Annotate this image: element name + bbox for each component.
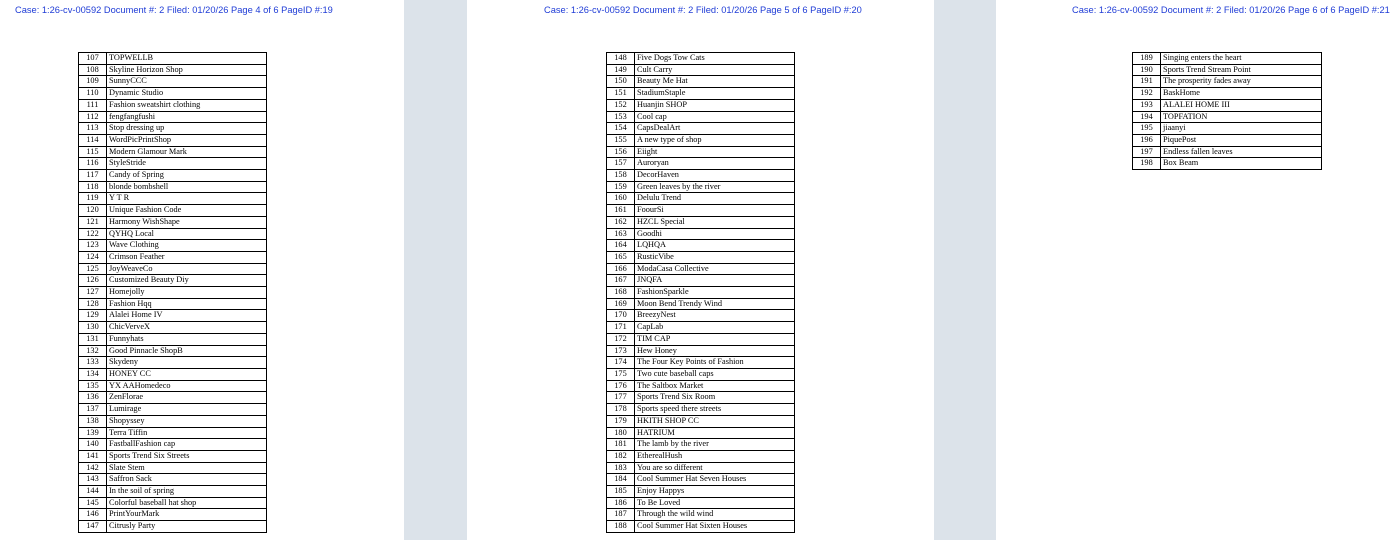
row-number: 175 xyxy=(607,368,635,380)
row-number: 151 xyxy=(607,88,635,100)
row-number: 181 xyxy=(607,439,635,451)
table-row xyxy=(607,404,795,416)
store-name: FastballFashion cap xyxy=(107,439,267,451)
table-row xyxy=(79,170,267,182)
document-page-5 xyxy=(467,0,934,540)
store-name: Delulu Trend xyxy=(635,193,795,205)
store-name: Two cute baseball caps xyxy=(635,368,795,380)
table-row xyxy=(607,345,795,357)
table-row xyxy=(607,111,795,123)
row-number: 150 xyxy=(607,76,635,88)
row-number: 154 xyxy=(607,123,635,135)
table-row xyxy=(607,263,795,275)
row-number: 187 xyxy=(607,509,635,521)
store-name: The Saltbox Market xyxy=(635,380,795,392)
row-number: 113 xyxy=(79,123,107,135)
row-number: 177 xyxy=(607,392,635,404)
store-name: Sports Trend Stream Point xyxy=(1161,64,1322,76)
store-name: Funnyhats xyxy=(107,333,267,345)
row-number: 149 xyxy=(607,64,635,76)
row-number: 180 xyxy=(607,427,635,439)
row-number: 172 xyxy=(607,333,635,345)
store-name: Eiight xyxy=(635,146,795,158)
store-name: Huanjin SHOP xyxy=(635,99,795,111)
table-row xyxy=(79,228,267,240)
table-row xyxy=(607,64,795,76)
row-number: 164 xyxy=(607,240,635,252)
row-number: 159 xyxy=(607,181,635,193)
row-number: 168 xyxy=(607,287,635,299)
store-name: Wave Clothing xyxy=(107,240,267,252)
row-number: 193 xyxy=(1133,99,1161,111)
row-number: 141 xyxy=(79,450,107,462)
store-name: Fashion Hqq xyxy=(107,298,267,310)
table-row xyxy=(79,146,267,158)
row-number: 116 xyxy=(79,158,107,170)
row-number: 161 xyxy=(607,205,635,217)
table-row xyxy=(607,474,795,486)
store-name: FoourSi xyxy=(635,205,795,217)
store-name: Customized Beauty Diy xyxy=(107,275,267,287)
store-name: Beauty Me Hat xyxy=(635,76,795,88)
store-name: WordPicPrintShop xyxy=(107,134,267,146)
store-name: Good Pinnacle ShopB xyxy=(107,345,267,357)
store-name: TOPWELLB xyxy=(107,53,267,65)
store-name: Saffron Sack xyxy=(107,474,267,486)
row-number: 137 xyxy=(79,404,107,416)
row-number: 135 xyxy=(79,380,107,392)
table-row xyxy=(607,76,795,88)
table-row xyxy=(79,193,267,205)
row-number: 125 xyxy=(79,263,107,275)
table-row xyxy=(607,134,795,146)
store-name: Alalei Home IV xyxy=(107,310,267,322)
table-row xyxy=(79,368,267,380)
row-number: 170 xyxy=(607,310,635,322)
store-name: PiquePost xyxy=(1161,134,1322,146)
table-row xyxy=(79,240,267,252)
row-number: 155 xyxy=(607,134,635,146)
store-name: Cult Carry xyxy=(635,64,795,76)
table-row xyxy=(79,123,267,135)
table-row xyxy=(607,251,795,263)
store-name: The lamb by the river xyxy=(635,439,795,451)
row-number: 131 xyxy=(79,333,107,345)
row-number: 143 xyxy=(79,474,107,486)
store-name: Skydeny xyxy=(107,357,267,369)
table-row xyxy=(607,158,795,170)
row-number: 192 xyxy=(1133,88,1161,100)
store-name: Citrusly Party xyxy=(107,521,267,533)
store-name: ModaCasa Collective xyxy=(635,263,795,275)
store-name: StadiumStaple xyxy=(635,88,795,100)
table-row xyxy=(79,205,267,217)
table-row xyxy=(79,521,267,533)
defendant-table xyxy=(606,52,795,533)
store-name: Harmony WishShape xyxy=(107,216,267,228)
table-row xyxy=(1133,134,1322,146)
defendant-table xyxy=(1132,52,1322,170)
store-name: CapsDealArt xyxy=(635,123,795,135)
store-name: Sports Trend Six Streets xyxy=(107,450,267,462)
store-name: Terra Tiffin xyxy=(107,427,267,439)
store-name: You are so different xyxy=(635,462,795,474)
table-row xyxy=(1133,111,1322,123)
table-row xyxy=(1133,123,1322,135)
table-row xyxy=(79,158,267,170)
row-number: 108 xyxy=(79,64,107,76)
table-row xyxy=(79,275,267,287)
table-row xyxy=(79,450,267,462)
row-number: 117 xyxy=(79,170,107,182)
document-page-6 xyxy=(996,0,1394,540)
row-number: 156 xyxy=(607,146,635,158)
store-name: A new type of shop xyxy=(635,134,795,146)
table-row xyxy=(607,322,795,334)
store-name: HONEY CC xyxy=(107,368,267,380)
row-number: 123 xyxy=(79,240,107,252)
store-name: SunnyCCC xyxy=(107,76,267,88)
store-name: Cool Summer Hat Seven Houses xyxy=(635,474,795,486)
row-number: 111 xyxy=(79,99,107,111)
store-name: Endless fallen leaves xyxy=(1161,146,1322,158)
store-name: BreezyNest xyxy=(635,310,795,322)
page-header: Case: 1:26-cv-00592 Document #: 2 Filed: 01/20/26 Page 6 of 6 PageID #:21 xyxy=(1072,5,1390,15)
table-row xyxy=(79,474,267,486)
row-number: 166 xyxy=(607,263,635,275)
table-row xyxy=(607,275,795,287)
store-name: Unique Fashion Code xyxy=(107,205,267,217)
row-number: 139 xyxy=(79,427,107,439)
row-number: 124 xyxy=(79,251,107,263)
row-number: 129 xyxy=(79,310,107,322)
table-row xyxy=(607,298,795,310)
store-name: Skyline Horizon Shop xyxy=(107,64,267,76)
table-row xyxy=(1133,99,1322,111)
row-number: 121 xyxy=(79,216,107,228)
row-number: 158 xyxy=(607,170,635,182)
table-row xyxy=(607,228,795,240)
store-name: PrintYourMark xyxy=(107,509,267,521)
row-number: 185 xyxy=(607,486,635,498)
row-number: 178 xyxy=(607,404,635,416)
row-number: 165 xyxy=(607,251,635,263)
store-name: Five Dogs Tow Cats xyxy=(635,53,795,65)
row-number: 145 xyxy=(79,497,107,509)
store-name: DecorHaven xyxy=(635,170,795,182)
row-number: 109 xyxy=(79,76,107,88)
table-row xyxy=(607,99,795,111)
table-row xyxy=(607,380,795,392)
row-number: 190 xyxy=(1133,64,1161,76)
store-name: Enjoy Happys xyxy=(635,486,795,498)
table-row xyxy=(79,392,267,404)
row-number: 119 xyxy=(79,193,107,205)
row-number: 160 xyxy=(607,193,635,205)
store-name: jiaanyi xyxy=(1161,123,1322,135)
table-row xyxy=(79,509,267,521)
table-row xyxy=(79,462,267,474)
row-number: 162 xyxy=(607,216,635,228)
store-name: ZenFlorae xyxy=(107,392,267,404)
table-row xyxy=(79,415,267,427)
store-name: Slate Stem xyxy=(107,462,267,474)
table-row xyxy=(607,240,795,252)
row-number: 191 xyxy=(1133,76,1161,88)
row-number: 120 xyxy=(79,205,107,217)
table-row xyxy=(79,357,267,369)
table-row xyxy=(79,310,267,322)
row-number: 176 xyxy=(607,380,635,392)
store-name: JoyWeaveCo xyxy=(107,263,267,275)
row-number: 183 xyxy=(607,462,635,474)
table-row xyxy=(1133,158,1322,170)
store-name: HKITH SHOP CC xyxy=(635,415,795,427)
store-name: Hew Honey xyxy=(635,345,795,357)
store-name: Singing enters the heart xyxy=(1161,53,1322,65)
table-row xyxy=(607,53,795,65)
page-header: Case: 1:26-cv-00592 Document #: 2 Filed: 01/20/26 Page 5 of 6 PageID #:20 xyxy=(544,5,862,15)
row-number: 110 xyxy=(79,88,107,100)
row-number: 112 xyxy=(79,111,107,123)
document-page-4 xyxy=(0,0,404,540)
table-row xyxy=(607,170,795,182)
row-number: 186 xyxy=(607,497,635,509)
table-row xyxy=(79,88,267,100)
table-row xyxy=(79,216,267,228)
table-row xyxy=(607,521,795,533)
table-row xyxy=(79,251,267,263)
row-number: 174 xyxy=(607,357,635,369)
table-row xyxy=(607,146,795,158)
table-row xyxy=(607,357,795,369)
store-name: Sports speed there streets xyxy=(635,404,795,416)
table-row xyxy=(79,322,267,334)
row-number: 107 xyxy=(79,53,107,65)
row-number: 189 xyxy=(1133,53,1161,65)
row-number: 147 xyxy=(79,521,107,533)
store-name: Modern Glamour Mark xyxy=(107,146,267,158)
store-name: Shopyssey xyxy=(107,415,267,427)
table-row xyxy=(607,486,795,498)
table-row xyxy=(607,310,795,322)
table-row xyxy=(79,333,267,345)
row-number: 138 xyxy=(79,415,107,427)
row-number: 188 xyxy=(607,521,635,533)
store-name: TIM CAP xyxy=(635,333,795,345)
row-number: 146 xyxy=(79,509,107,521)
row-number: 118 xyxy=(79,181,107,193)
store-name: ALALEI HOME III xyxy=(1161,99,1322,111)
table-row xyxy=(607,205,795,217)
store-name: Dynamic Studio xyxy=(107,88,267,100)
table-row xyxy=(607,216,795,228)
row-number: 169 xyxy=(607,298,635,310)
row-number: 144 xyxy=(79,486,107,498)
store-name: Fashion sweatshirt clothing xyxy=(107,99,267,111)
table-row xyxy=(1133,146,1322,158)
table-row xyxy=(79,404,267,416)
store-name: BaskHome xyxy=(1161,88,1322,100)
row-number: 198 xyxy=(1133,158,1161,170)
table-row xyxy=(607,287,795,299)
table-row xyxy=(607,427,795,439)
row-number: 142 xyxy=(79,462,107,474)
table-row xyxy=(607,450,795,462)
store-name: In the soil of spring xyxy=(107,486,267,498)
table-row xyxy=(607,509,795,521)
store-name: Through the wild wind xyxy=(635,509,795,521)
table-row xyxy=(1133,88,1322,100)
table-row xyxy=(79,99,267,111)
store-name: To Be Loved xyxy=(635,497,795,509)
table-row xyxy=(607,497,795,509)
table-row xyxy=(607,123,795,135)
row-number: 197 xyxy=(1133,146,1161,158)
row-number: 157 xyxy=(607,158,635,170)
store-name: YX AAHomedeco xyxy=(107,380,267,392)
table-row xyxy=(79,111,267,123)
store-name: The Four Key Points of Fashion xyxy=(635,357,795,369)
store-name: Crimson Feather xyxy=(107,251,267,263)
store-name: StyleStride xyxy=(107,158,267,170)
table-row xyxy=(79,497,267,509)
row-number: 136 xyxy=(79,392,107,404)
store-name: QYHQ Local xyxy=(107,228,267,240)
table-row xyxy=(79,298,267,310)
page-header: Case: 1:26-cv-00592 Document #: 2 Filed: 01/20/26 Page 4 of 6 PageID #:19 xyxy=(15,5,333,15)
store-name: Auroryan xyxy=(635,158,795,170)
store-name: Stop dressing up xyxy=(107,123,267,135)
row-number: 196 xyxy=(1133,134,1161,146)
table-row xyxy=(607,415,795,427)
store-name: ChicVerveX xyxy=(107,322,267,334)
store-name: The prosperity fades away xyxy=(1161,76,1322,88)
row-number: 195 xyxy=(1133,123,1161,135)
store-name: HATRIUM xyxy=(635,427,795,439)
store-name: TOPFATION xyxy=(1161,111,1322,123)
store-name: Goodhi xyxy=(635,228,795,240)
table-row xyxy=(607,193,795,205)
table-row xyxy=(607,439,795,451)
store-name: Sports Trend Six Room xyxy=(635,392,795,404)
store-name: FashionSparkle xyxy=(635,287,795,299)
row-number: 114 xyxy=(79,134,107,146)
table-row xyxy=(607,462,795,474)
row-number: 127 xyxy=(79,287,107,299)
store-name: HZCL Special xyxy=(635,216,795,228)
store-name: LQHQA xyxy=(635,240,795,252)
store-name: CapLab xyxy=(635,322,795,334)
store-name: Box Beam xyxy=(1161,158,1322,170)
row-number: 115 xyxy=(79,146,107,158)
store-name: fengfangfushi xyxy=(107,111,267,123)
store-name: blonde bombshell xyxy=(107,181,267,193)
row-number: 132 xyxy=(79,345,107,357)
store-name: Candy of Spring xyxy=(107,170,267,182)
table-row xyxy=(79,287,267,299)
row-number: 194 xyxy=(1133,111,1161,123)
table-row xyxy=(1133,53,1322,65)
store-name: Green leaves by the river xyxy=(635,181,795,193)
row-number: 148 xyxy=(607,53,635,65)
row-number: 130 xyxy=(79,322,107,334)
row-number: 133 xyxy=(79,357,107,369)
table-row xyxy=(79,181,267,193)
table-row xyxy=(79,427,267,439)
row-number: 134 xyxy=(79,368,107,380)
table-row xyxy=(1133,64,1322,76)
table-row xyxy=(79,380,267,392)
table-row xyxy=(79,64,267,76)
table-row xyxy=(79,263,267,275)
table-row xyxy=(79,53,267,65)
row-number: 182 xyxy=(607,450,635,462)
table-row xyxy=(79,439,267,451)
table-row xyxy=(79,486,267,498)
table-row xyxy=(79,345,267,357)
table-row xyxy=(607,368,795,380)
defendant-table xyxy=(78,52,267,533)
row-number: 140 xyxy=(79,439,107,451)
table-row xyxy=(79,134,267,146)
table-row xyxy=(79,76,267,88)
row-number: 167 xyxy=(607,275,635,287)
row-number: 173 xyxy=(607,345,635,357)
store-name: Lumirage xyxy=(107,404,267,416)
row-number: 152 xyxy=(607,99,635,111)
row-number: 163 xyxy=(607,228,635,240)
table-row xyxy=(1133,76,1322,88)
store-name: Moon Bend Trendy Wind xyxy=(635,298,795,310)
store-name: Homejolly xyxy=(107,287,267,299)
table-row xyxy=(607,88,795,100)
store-name: JNQFA xyxy=(635,275,795,287)
store-name: Cool cap xyxy=(635,111,795,123)
table-row xyxy=(607,392,795,404)
table-row xyxy=(607,333,795,345)
row-number: 179 xyxy=(607,415,635,427)
row-number: 171 xyxy=(607,322,635,334)
row-number: 128 xyxy=(79,298,107,310)
row-number: 122 xyxy=(79,228,107,240)
store-name: Cool Summer Hat Sixten Houses xyxy=(635,521,795,533)
store-name: Colorful baseball hat shop xyxy=(107,497,267,509)
store-name: RusticVibe xyxy=(635,251,795,263)
row-number: 153 xyxy=(607,111,635,123)
row-number: 184 xyxy=(607,474,635,486)
table-row xyxy=(607,181,795,193)
store-name: EtherealHush xyxy=(635,450,795,462)
row-number: 126 xyxy=(79,275,107,287)
store-name: Y T R xyxy=(107,193,267,205)
